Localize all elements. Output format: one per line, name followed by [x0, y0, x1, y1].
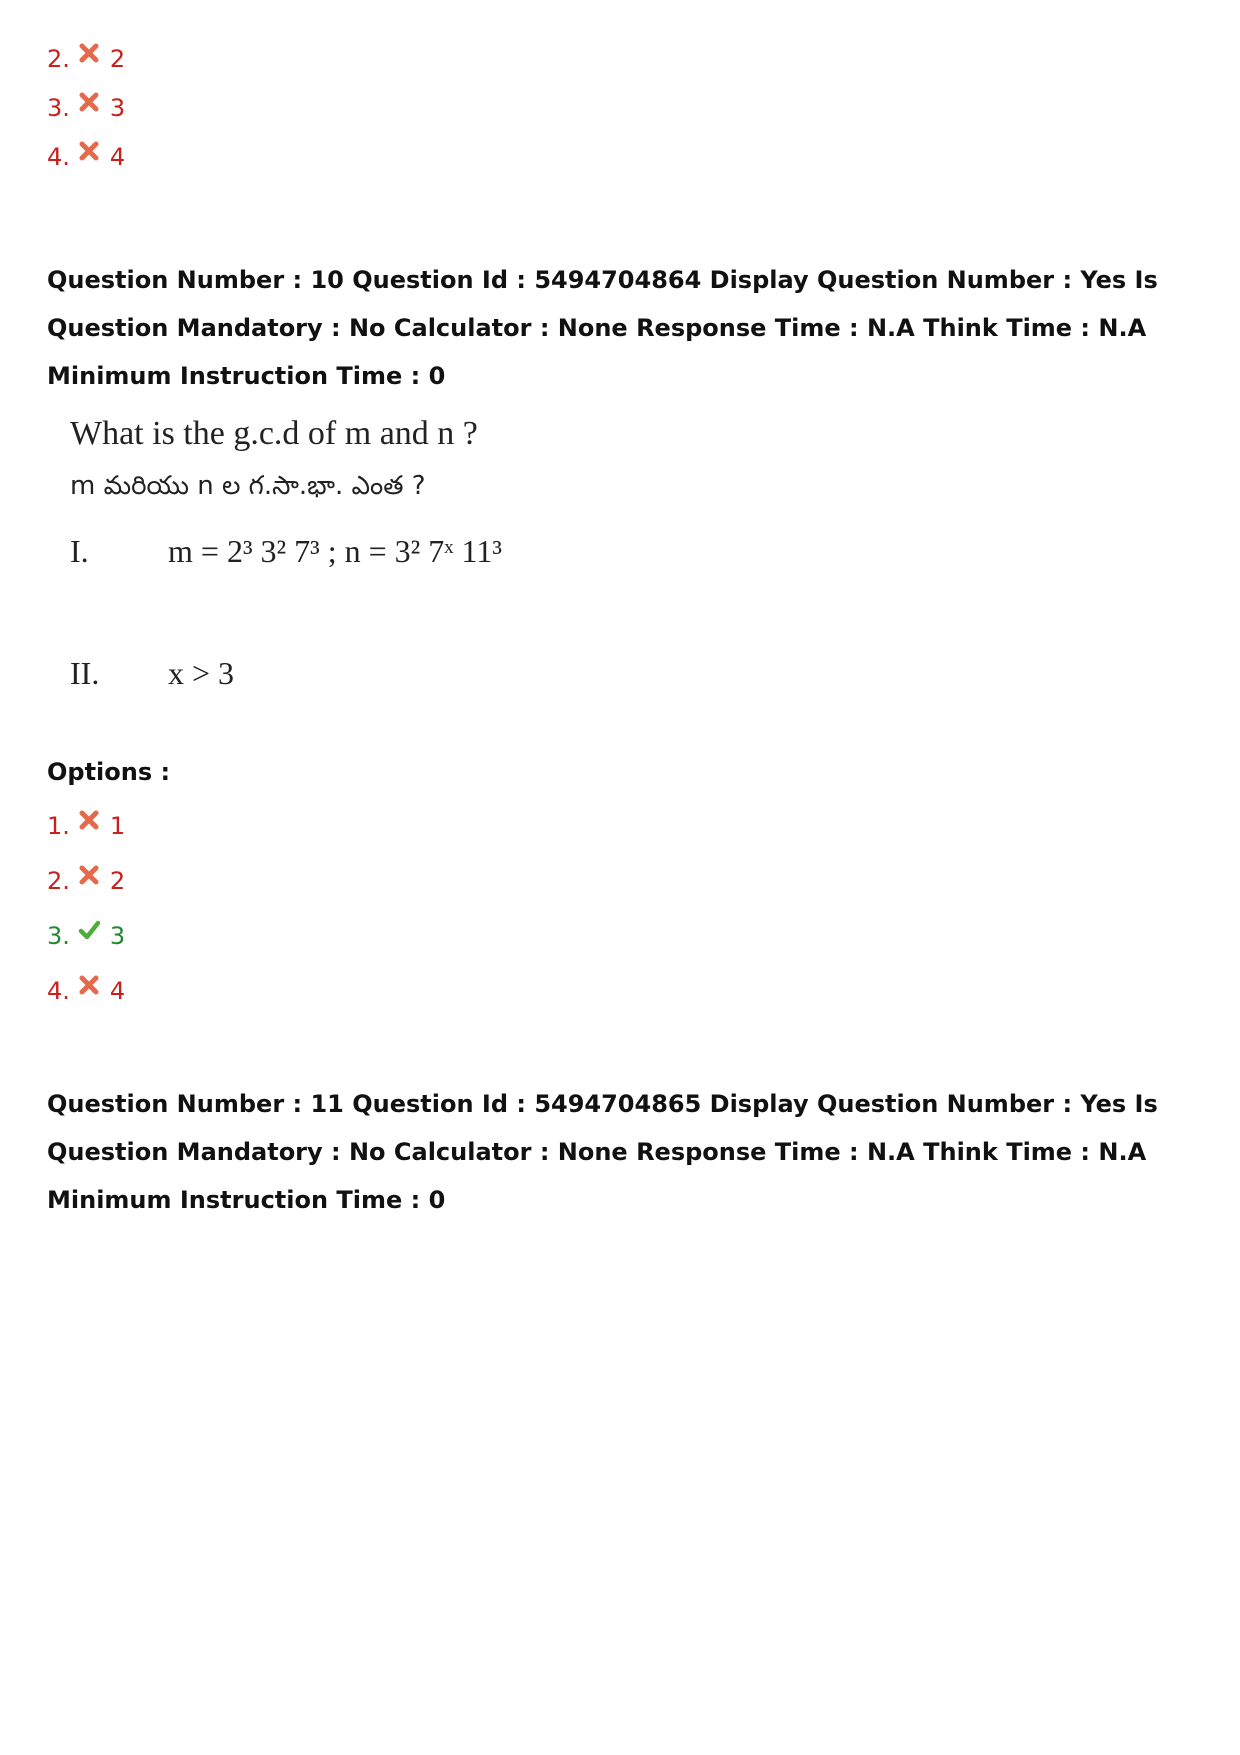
prev-option-4: [47, 142, 125, 172]
check-icon: [78, 919, 100, 941]
statement-2-label: II.: [70, 655, 100, 691]
option-number: 4.: [47, 143, 70, 171]
statement-1-label: I.: [70, 533, 89, 569]
option-number: 1.: [47, 812, 70, 840]
option-value: 3: [109, 922, 126, 950]
cross-icon: [78, 91, 100, 113]
cross-icon: [78, 809, 100, 831]
question-text-english: What is the g.c.d of m and n ?: [70, 415, 478, 452]
prev-option-3: [47, 93, 125, 123]
option-number: 2.: [47, 867, 70, 895]
option-3[interactable]: [47, 921, 125, 951]
options-title: Options :: [47, 758, 171, 786]
option-4[interactable]: [47, 976, 125, 1006]
question-10-content: [70, 415, 630, 715]
question-text-telugu: m మరియు n ల గ.సా.భా. ఎంత ?: [70, 471, 426, 501]
statement-1-formula: m = 2³ 3² 7³ ; n = 3² 7ˣ 11³: [168, 533, 502, 569]
option-1[interactable]: [47, 811, 125, 841]
option-value: 1: [109, 812, 126, 840]
option-value: 4: [109, 143, 126, 171]
option-number: 3.: [47, 922, 70, 950]
option-value: 2: [109, 45, 126, 73]
cross-icon: [78, 864, 100, 886]
option-number: 2.: [47, 45, 70, 73]
cross-icon: [78, 42, 100, 64]
option-number: 3.: [47, 94, 70, 122]
question-10-header: Question Number : 10 Question Id : 5494704864 Display Question Number : Yes Is Question Mandatory : No Calculator : None Response Time : N.A Think Time : N.A Minimum Instruction Time : 0: [47, 266, 1158, 390]
option-value: 4: [109, 977, 126, 1005]
statement-2-formula: x > 3: [168, 655, 235, 691]
option-2[interactable]: [47, 866, 125, 896]
prev-option-2: [47, 44, 125, 74]
option-value: 2: [109, 867, 126, 895]
question-11-header: Question Number : 11 Question Id : 5494704865 Display Question Number : Yes Is Question Mandatory : No Calculator : None Response Time : N.A Think Time : N.A Minimum Instruction Time : 0: [47, 1090, 1158, 1214]
cross-icon: [78, 140, 100, 162]
option-value: 3: [109, 94, 126, 122]
option-number: 4.: [47, 977, 70, 1005]
cross-icon: [78, 974, 100, 996]
